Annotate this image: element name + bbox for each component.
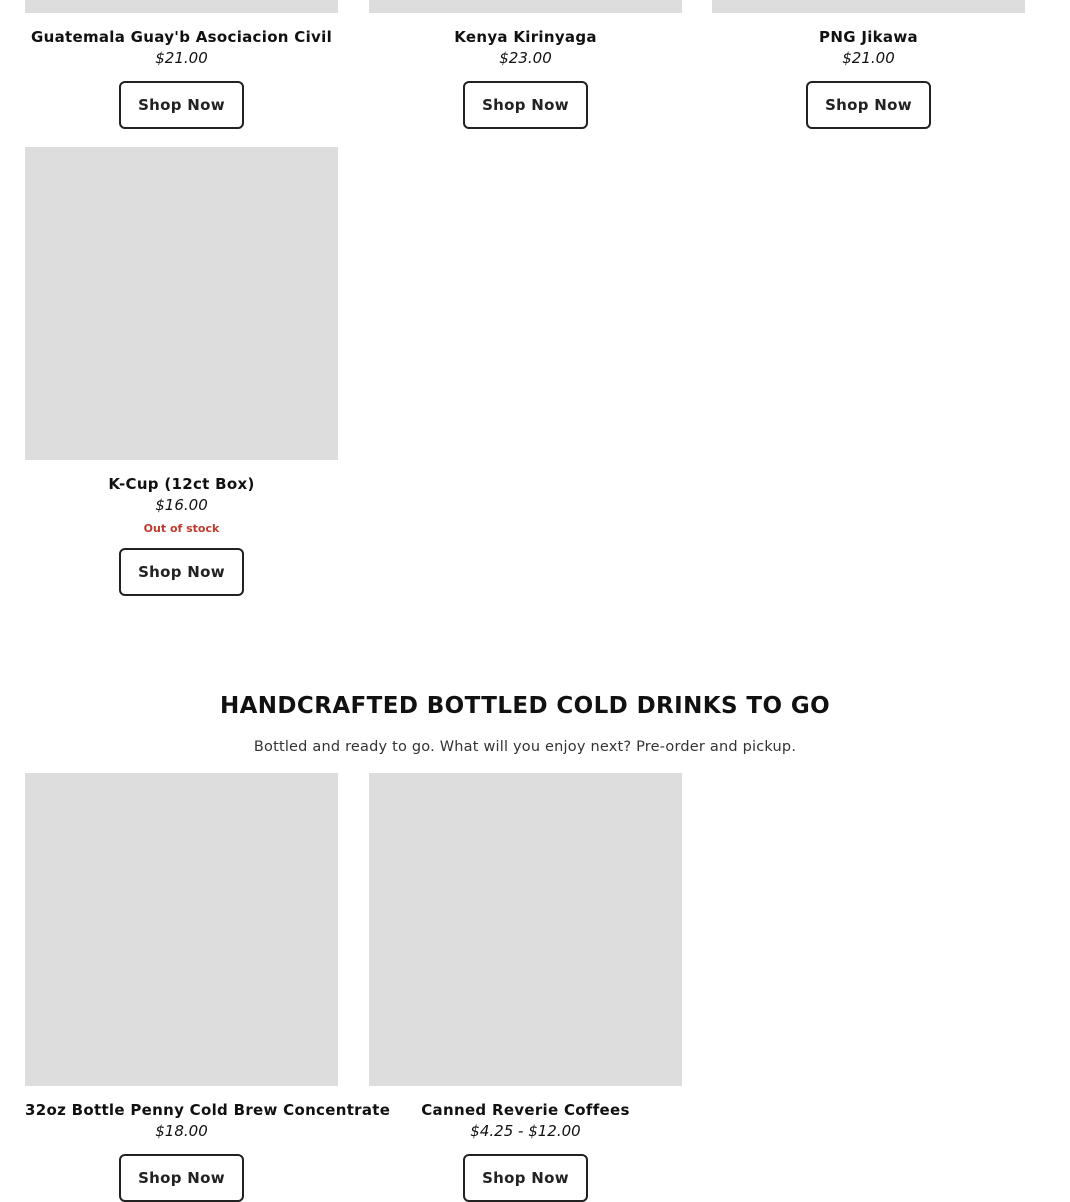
product-image[interactable] bbox=[712, 0, 1025, 13]
shop-now-button[interactable]: Shop Now bbox=[119, 548, 244, 596]
product-price: $21.00 bbox=[842, 49, 895, 67]
product-price: $21.00 bbox=[155, 49, 208, 67]
product-price: $16.00 bbox=[155, 496, 208, 514]
product-card bbox=[712, 0, 1025, 129]
product-image[interactable] bbox=[369, 773, 682, 1086]
shop-now-button[interactable]: Shop Now bbox=[463, 81, 588, 129]
shop-now-button[interactable]: Shop Now bbox=[806, 81, 931, 129]
section-subtitle: Bottled and ready to go. What will you enjoy next? Pre-order and pickup. bbox=[253, 739, 797, 755]
section-title: HANDCRAFTED BOTTLED COLD DRINKS TO GO bbox=[219, 693, 831, 719]
product-card bbox=[25, 0, 338, 129]
product-name[interactable]: PNG Jikawa bbox=[819, 28, 918, 46]
product-name[interactable]: K-Cup (12ct Box) bbox=[108, 475, 255, 493]
product-image[interactable] bbox=[25, 147, 338, 460]
shop-now-button[interactable]: Shop Now bbox=[119, 1154, 244, 1202]
product-card bbox=[369, 0, 682, 129]
product-name[interactable]: Kenya Kirinyaga bbox=[454, 28, 597, 46]
product-card bbox=[25, 773, 391, 1202]
shop-now-button[interactable]: Shop Now bbox=[463, 1154, 588, 1202]
product-name[interactable]: Canned Reverie Coffees bbox=[421, 1101, 630, 1119]
product-name[interactable]: 32oz Bottle Penny Cold Brew Concentrate bbox=[25, 1101, 391, 1119]
product-card bbox=[25, 147, 338, 596]
product-image[interactable] bbox=[369, 0, 682, 13]
out-of-stock-label: Out of stock bbox=[143, 522, 220, 535]
product-price: $4.25 - $12.00 bbox=[470, 1122, 581, 1140]
product-price: $18.00 bbox=[155, 1122, 208, 1140]
product-image[interactable] bbox=[25, 773, 338, 1086]
product-name[interactable]: Guatemala Guay'b Asociacion Civil bbox=[30, 28, 333, 46]
product-price: $23.00 bbox=[499, 49, 552, 67]
shop-now-button[interactable]: Shop Now bbox=[119, 81, 244, 129]
product-card bbox=[369, 773, 682, 1202]
product-image[interactable] bbox=[25, 0, 338, 13]
